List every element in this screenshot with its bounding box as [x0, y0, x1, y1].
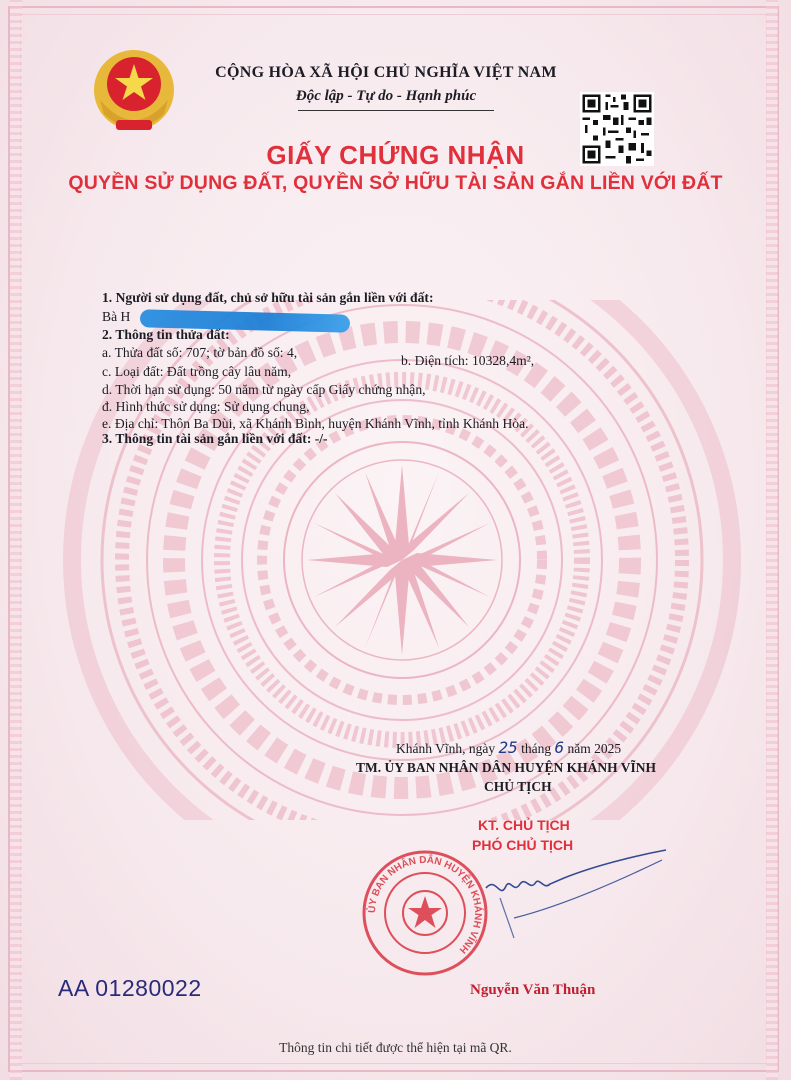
signing-place: Khánh Vĩnh, ngày: [396, 741, 496, 756]
national-motto: Độc lập - Tự do - Hạnh phúc: [295, 88, 477, 104]
serial-number: AA 01280022: [58, 975, 202, 1001]
parcel-number: a. Thửa đất số: 707; tờ bản đồ số: 4,: [102, 345, 298, 360]
year-label: năm 2025: [567, 741, 622, 756]
section3-heading: 3. Thông tin tài sản gắn liền với đất: -/-: [102, 431, 328, 446]
signer-name: Nguyễn Văn Thuận: [470, 982, 596, 998]
national-name: CỘNG HÒA XÃ HỘI CHỦ NGHĨA VIỆT NAM: [215, 64, 557, 81]
drum-star: [307, 465, 497, 655]
parcel-area: b. Diện tích: 10328,4m²,: [401, 353, 535, 368]
signing-date: [396, 738, 621, 757]
section2-heading: 2. Thông tin thửa đất:: [102, 327, 230, 342]
issuing-authority: TM. ỦY BAN NHÂN DÂN HUYỆN KHÁNH VĨNH: [356, 760, 657, 775]
handwritten-signature: [474, 848, 674, 948]
motto-underline: [298, 110, 494, 111]
official-seal: [360, 848, 490, 978]
vice-chairman-title: PHÓ CHỦ TỊCH: [472, 837, 574, 853]
certificate-title: GIẤY CHỨNG NHẬN: [266, 140, 525, 170]
usage-form: đ. Hình thức sử dụng: Sử dụng chung,: [102, 399, 310, 414]
certificate-subtitle: QUYỀN SỬ DỤNG ĐẤT, QUYỀN SỞ HỮU TÀI SẢN GẮN LIỀN VỚI ĐẤT: [68, 172, 723, 194]
land-address: e. Địa chỉ: Thôn Ba Dùi, xã Khánh Bình, huyện Khánh Vĩnh, tỉnh Khánh Hòa.: [102, 416, 529, 431]
section1-heading: 1. Người sử dụng đất, chủ sở hữu tài sản gắn liền với đất:: [102, 290, 434, 305]
usage-term: d. Thời hạn sử dụng: 50 năm từ ngày cấp Giấy chứng nhận,: [102, 382, 426, 397]
signing-month: 6: [554, 738, 565, 757]
seal-text: ỦY BAN NHÂN DÂN HUYỆN KHÁNH VĨNH: [366, 854, 484, 956]
deputy-label: KT. CHỦ TỊCH: [478, 817, 570, 833]
land-type: c. Loại đất: Đất trồng cây lâu năm,: [102, 364, 292, 379]
chairman-title: CHỦ TỊCH: [484, 779, 552, 794]
signing-day: 25: [498, 738, 518, 757]
qr-footer-note: Thông tin chi tiết được thể hiện tại mã QR.: [279, 1040, 512, 1055]
owner-name: Bà H: [102, 309, 131, 324]
month-label: tháng: [521, 741, 552, 756]
